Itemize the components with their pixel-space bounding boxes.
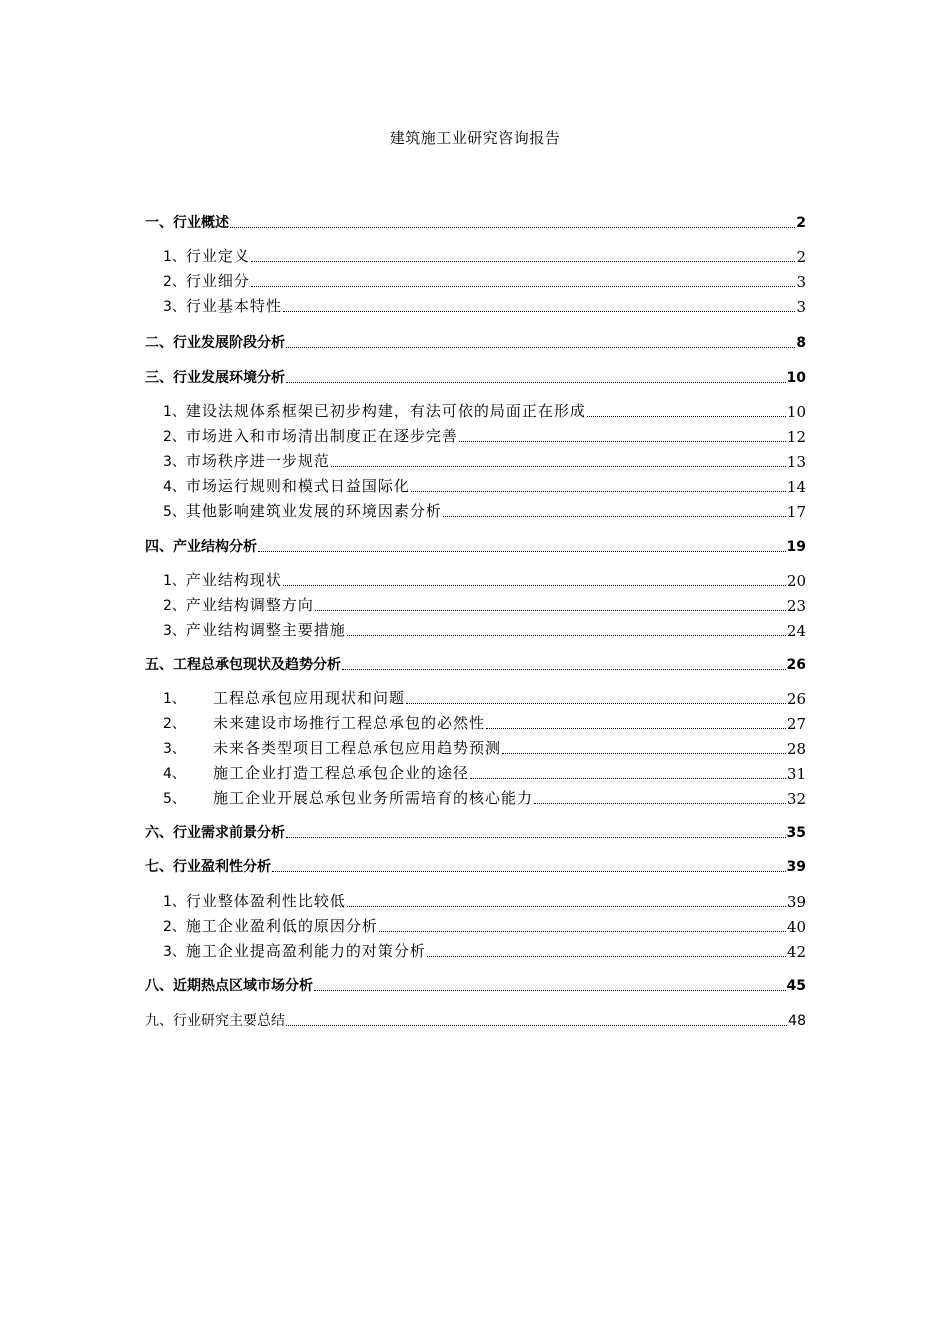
toc-page-number: 3 [796, 273, 806, 291]
toc-subsection-entry[interactable] [145, 787, 806, 809]
toc-entry-text: 产业结构调整方向 [185, 596, 314, 614]
dot-leader [470, 777, 786, 779]
toc-page-number: 27 [786, 715, 806, 733]
toc-entry-number: 2、 [163, 716, 186, 732]
toc-entry-label: 二、行业发展阶段分析 [145, 335, 285, 351]
dot-leader [283, 310, 796, 312]
toc-entry-number: 3、 [163, 299, 186, 315]
toc-entry-label [163, 501, 442, 522]
toc-entry-number: 5、 [163, 504, 186, 520]
toc-entry-number: 2、 [163, 274, 186, 290]
toc-entry-number: 5、 [163, 791, 186, 807]
toc-subsection-entry[interactable] [145, 270, 806, 292]
toc-section-entry[interactable] [145, 211, 806, 233]
dot-leader [251, 260, 796, 262]
toc-subsection-entry[interactable] [145, 594, 806, 616]
toc-page-number: 42 [786, 943, 806, 961]
toc-entry-number: 2、 [163, 598, 186, 614]
toc-section-entry[interactable] [145, 331, 806, 353]
toc-subsection-entry[interactable] [145, 569, 806, 591]
toc-entry-label: 一、行业概述 [145, 215, 229, 231]
toc-entry-number: 4、 [163, 766, 186, 782]
toc-page-number: 40 [786, 918, 806, 936]
toc-page-number: 13 [786, 453, 806, 471]
dot-leader [534, 802, 786, 804]
toc-entry-text: 建设法规体系框架已初步构建，有法可依的局面正在形成 [185, 402, 586, 420]
dot-leader [486, 727, 786, 729]
toc-page-number: 10 [786, 403, 806, 421]
toc-entry-label [163, 451, 330, 472]
toc-page-number: 39 [786, 893, 806, 911]
toc-page-number: 32 [786, 790, 806, 808]
dot-leader [286, 381, 786, 383]
toc-entry-number: 3、 [163, 623, 186, 639]
dot-leader [587, 415, 786, 417]
toc-subsection-entry[interactable] [145, 295, 806, 317]
toc-subsection-entry[interactable] [145, 425, 806, 447]
toc-entry-number: 3、 [163, 454, 186, 470]
dot-leader [427, 955, 786, 957]
dot-leader [347, 634, 786, 636]
toc-page-number: 39 [786, 859, 806, 875]
dot-leader [502, 752, 786, 754]
dot-leader [251, 285, 796, 287]
toc-page-number: 23 [786, 597, 806, 615]
toc-page-number: 8 [796, 335, 806, 351]
toc-page-number: 12 [786, 428, 806, 446]
toc-entry-text: 市场进入和市场清出制度正在逐步完善 [185, 427, 458, 445]
toc-entry-label [163, 271, 250, 292]
toc-entry-label: 三、行业发展环境分析 [145, 370, 285, 386]
dot-leader [315, 609, 786, 611]
toc-entry-label: 四、产业结构分析 [145, 539, 257, 555]
toc-entry-label [163, 788, 533, 809]
toc-subsection-entry[interactable] [145, 737, 806, 759]
toc-entry-label [163, 595, 314, 616]
toc-entry-text: 市场运行规则和模式日益国际化 [185, 477, 410, 495]
toc-entry-label [163, 688, 405, 709]
toc-page-number: 45 [786, 978, 806, 994]
toc-entry-number: 4、 [163, 479, 186, 495]
toc-section-entry[interactable] [145, 653, 806, 675]
toc-subsection-entry[interactable] [145, 450, 806, 472]
dot-leader [286, 1024, 787, 1026]
toc-entry-number: 1、 [163, 573, 186, 589]
toc-subsection-entry[interactable] [145, 619, 806, 641]
toc-subsection-entry[interactable] [145, 687, 806, 709]
toc-page-number: 2 [796, 215, 806, 231]
dot-leader [406, 702, 786, 704]
toc-section-entry[interactable] [145, 535, 806, 557]
toc-entry-label [163, 401, 586, 422]
toc-page-number: 28 [786, 740, 806, 758]
toc-page-number: 2 [796, 248, 806, 266]
toc-entry-label: 九、行业研究主要总结 [145, 1013, 285, 1029]
toc-page-number: 20 [786, 572, 806, 590]
toc-section-entry[interactable] [145, 366, 806, 388]
toc-entry-text: 施工企业打造工程总承包企业的途径 [213, 764, 470, 782]
dot-leader [258, 550, 786, 552]
toc-entry-number: 2、 [163, 919, 186, 935]
toc-entry-text: 施工企业提高盈利能力的对策分析 [185, 942, 426, 960]
dot-leader [411, 490, 786, 492]
toc-entry-label: 五、工程总承包现状及趋势分析 [145, 657, 341, 673]
toc-entry-label [163, 476, 410, 497]
toc-entry-label [163, 891, 346, 912]
dot-leader [379, 930, 786, 932]
toc-subsection-entry[interactable] [145, 245, 806, 267]
dot-leader [286, 346, 795, 348]
toc-page-number: 10 [786, 370, 806, 386]
toc-section-entry[interactable] [145, 821, 806, 843]
toc-page-number: 24 [786, 622, 806, 640]
toc-entry-text: 市场秩序进一步规范 [185, 452, 330, 470]
toc-entry-number: 2、 [163, 429, 186, 445]
toc-subsection-entry[interactable] [145, 400, 806, 422]
toc-entry-label [163, 246, 250, 267]
dot-leader [342, 668, 786, 670]
toc-entry-label [163, 738, 501, 759]
dot-leader [314, 989, 786, 991]
document-title: 建筑施工业研究咨询报告 [389, 129, 561, 147]
dot-leader [331, 465, 786, 467]
toc-subsection-entry[interactable] [145, 915, 806, 937]
dot-leader [286, 836, 786, 838]
toc-page-number: 26 [786, 657, 806, 673]
toc-entry-number: 3、 [163, 944, 186, 960]
dot-leader [459, 440, 786, 442]
toc-entry-number: 1、 [163, 894, 186, 910]
toc-entry-label: 六、行业需求前景分析 [145, 825, 285, 841]
toc-entry-label [163, 426, 458, 447]
toc-entry-text: 产业结构调整主要措施 [185, 621, 346, 639]
toc-entry-label: 八、近期热点区域市场分析 [145, 978, 313, 994]
toc-entry-number: 3、 [163, 741, 186, 757]
toc-subsection-entry[interactable] [145, 712, 806, 734]
toc-entry-number: 1、 [163, 404, 186, 420]
toc-entry-text: 施工企业盈利低的原因分析 [185, 917, 378, 935]
toc-entry-text: 行业细分 [185, 272, 250, 290]
toc-subsection-entry[interactable] [145, 500, 806, 522]
toc-entry-label [163, 570, 282, 591]
toc-subsection-entry[interactable] [145, 890, 806, 912]
toc-entry-label: 七、行业盈利性分析 [145, 859, 271, 875]
toc-page-number: 3 [796, 298, 806, 316]
toc-page-number: 17 [786, 503, 806, 521]
dot-leader [443, 515, 786, 517]
toc-subsection-entry[interactable] [145, 762, 806, 784]
toc-entry-label [163, 941, 426, 962]
dot-leader [347, 905, 786, 907]
toc-entry-label [163, 620, 346, 641]
toc-entry-text: 其他影响建筑业发展的环境因素分析 [185, 502, 442, 520]
toc-page-number: 35 [786, 825, 806, 841]
toc-entry-text: 施工企业开展总承包业务所需培育的核心能力 [213, 789, 534, 807]
toc-entry-number: 1、 [163, 249, 186, 265]
toc-section-entry[interactable] [145, 974, 806, 996]
toc-page-number: 31 [786, 765, 806, 783]
toc-entry-number: 1、 [163, 691, 186, 707]
toc-entry-label [163, 296, 282, 317]
toc-entry-text: 未来各类型项目工程总承包应用趋势预测 [213, 739, 502, 757]
toc-page-number: 19 [786, 539, 806, 555]
toc-subsection-entry[interactable] [145, 940, 806, 962]
dot-leader [230, 226, 795, 228]
toc-entry-label [163, 763, 469, 784]
toc-entry-text: 未来建设市场推行工程总承包的必然性 [213, 714, 486, 732]
toc-entry-text: 行业定义 [185, 247, 250, 265]
toc-entry-label [163, 916, 378, 937]
dot-leader [272, 870, 786, 872]
toc-page-number: 26 [786, 690, 806, 708]
toc-page-number: 14 [786, 478, 806, 496]
toc-entry-text: 产业结构现状 [185, 571, 282, 589]
toc-entry-text: 工程总承包应用现状和问题 [213, 689, 406, 707]
dot-leader [283, 584, 786, 586]
toc-subsection-entry[interactable] [145, 475, 806, 497]
toc-page-number: 48 [788, 1013, 806, 1029]
toc-entry-text: 行业基本特性 [185, 297, 282, 315]
toc-entry-text: 行业整体盈利性比较低 [185, 892, 346, 910]
toc-section-entry[interactable] [145, 855, 806, 877]
toc-entry-label [163, 713, 485, 734]
toc-section-entry[interactable] [145, 1009, 806, 1031]
